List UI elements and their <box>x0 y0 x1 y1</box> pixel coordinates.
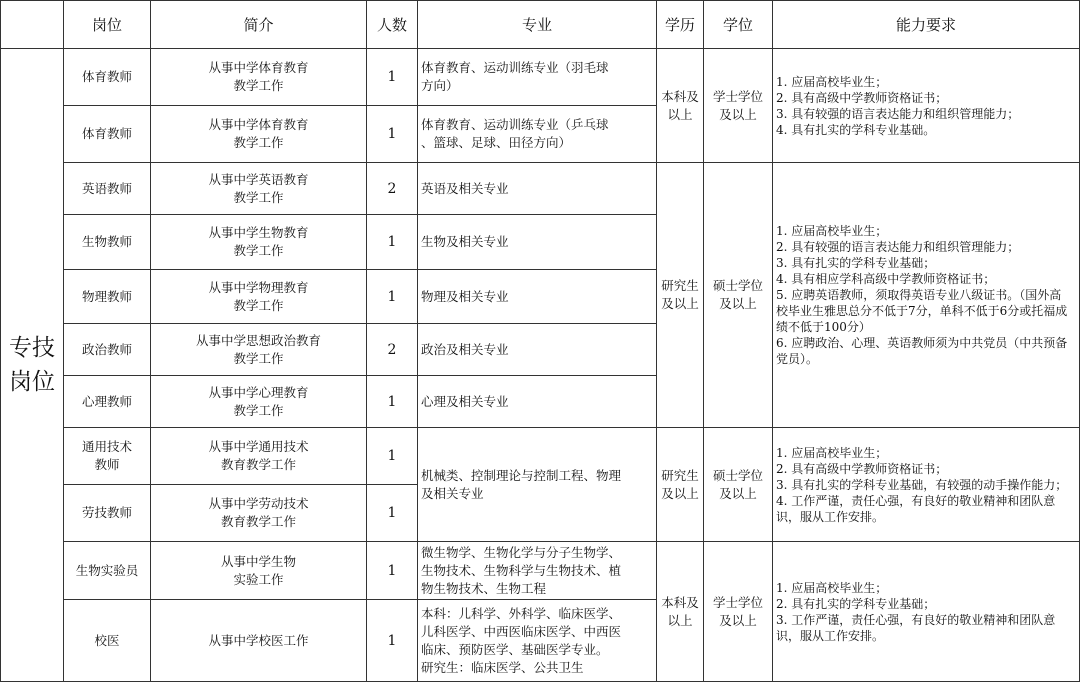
count-cell: 1 <box>367 600 418 682</box>
major-cell: 机械类、控制理论与控制工程、物理 及相关专业 <box>418 428 657 542</box>
position-cell: 体育教师 <box>64 49 151 106</box>
requirements-cell: 1. 应届高校毕业生； 2. 具有扎实的学科专业基础； 3. 工作严谨，责任心强，有良好的敬业精神和团队意 识，服从工作安排。 <box>773 542 1080 682</box>
count-cell: 1 <box>367 270 418 324</box>
education-cell: 本科及 以上 <box>657 49 704 163</box>
position-cell: 劳技教师 <box>64 485 151 542</box>
intro-cell: 从事中学体育教育 教学工作 <box>151 49 367 106</box>
requirements-cell: 1. 应届高校毕业生； 2. 具有较强的语言表达能力和组织管理能力； 3. 具有扎实的学科专业基础； 4. 具有相应学科高级中学教师资格证书； 5. 应聘英语教师，须取得英语专业八级证书。（国外高 校毕业生雅思总分不低于7分，单科不低于6分或托福成 绩不低于100分） 6. 应聘政治、心理、英语教师须为中共党员（中共预备 党员）。 <box>773 163 1080 428</box>
intro-cell: 从事中学心理教育 教学工作 <box>151 376 367 428</box>
category-cell: 专技 岗位 <box>1 49 64 682</box>
major-cell: 政治及相关专业 <box>418 324 657 376</box>
count-cell: 1 <box>367 106 418 163</box>
intro-cell: 从事中学校医工作 <box>151 600 367 682</box>
count-cell: 1 <box>367 49 418 106</box>
intro-cell: 从事中学体育教育 教学工作 <box>151 106 367 163</box>
count-cell: 1 <box>367 376 418 428</box>
header-row <box>1 1 1080 49</box>
intro-cell: 从事中学生物 实验工作 <box>151 542 367 600</box>
degree-cell: 学士学位 及以上 <box>704 49 773 163</box>
header-major: 专业 <box>418 1 657 49</box>
table-row <box>1 542 1080 600</box>
position-cell: 生物实验员 <box>64 542 151 600</box>
intro-cell: 从事中学通用技术 教育教学工作 <box>151 428 367 485</box>
header-intro: 简介 <box>151 1 367 49</box>
position-cell: 校医 <box>64 600 151 682</box>
table-row <box>1 163 1080 215</box>
header-position: 岗位 <box>64 1 151 49</box>
position-cell: 物理教师 <box>64 270 151 324</box>
header-degree: 学位 <box>704 1 773 49</box>
count-cell: 2 <box>367 163 418 215</box>
education-cell: 研究生 及以上 <box>657 163 704 428</box>
count-cell: 1 <box>367 215 418 270</box>
major-cell: 体育教育、运动训练专业（羽毛球 方向） <box>418 49 657 106</box>
count-cell: 2 <box>367 324 418 376</box>
position-cell: 英语教师 <box>64 163 151 215</box>
requirements-cell: 1. 应届高校毕业生； 2. 具有高级中学教师资格证书； 3. 具有较强的语言表达能力和组织管理能力； 4. 具有扎实的学科专业基础。 <box>773 49 1080 163</box>
intro-cell: 从事中学物理教育 教学工作 <box>151 270 367 324</box>
education-cell: 本科及 以上 <box>657 542 704 682</box>
major-cell: 体育教育、运动训练专业（乒乓球 、篮球、足球、田径方向） <box>418 106 657 163</box>
major-cell: 心理及相关专业 <box>418 376 657 428</box>
degree-cell: 学士学位 及以上 <box>704 542 773 682</box>
intro-cell: 从事中学劳动技术 教育教学工作 <box>151 485 367 542</box>
header-blank <box>1 1 64 49</box>
requirements-cell: 1. 应届高校毕业生； 2. 具有高级中学教师资格证书； 3. 具有扎实的学科专业基础，有较强的动手操作能力； 4. 工作严谨，责任心强，有良好的敬业精神和团队意 识，服从工作安排。 <box>773 428 1080 542</box>
count-cell: 1 <box>367 542 418 600</box>
major-cell: 英语及相关专业 <box>418 163 657 215</box>
header-count: 人数 <box>367 1 418 49</box>
position-cell: 生物教师 <box>64 215 151 270</box>
count-cell: 1 <box>367 485 418 542</box>
position-cell: 通用技术 教师 <box>64 428 151 485</box>
major-cell: 本科：儿科学、外科学、临床医学、 儿科医学、中西医临床医学、中西医 临床、预防医学、基础医学专业。 研究生：临床医学、公共卫生 <box>418 600 657 682</box>
degree-cell: 硕士学位 及以上 <box>704 428 773 542</box>
position-cell: 心理教师 <box>64 376 151 428</box>
major-cell: 微生物学、生物化学与分子生物学、 生物技术、生物科学与生物技术、植 物生物技术、生物工程 <box>418 542 657 600</box>
table-row <box>1 49 1080 106</box>
degree-cell: 硕士学位 及以上 <box>704 163 773 428</box>
education-cell: 研究生 及以上 <box>657 428 704 542</box>
count-cell: 1 <box>367 428 418 485</box>
major-cell: 生物及相关专业 <box>418 215 657 270</box>
table-row <box>1 428 1080 485</box>
intro-cell: 从事中学思想政治教育 教学工作 <box>151 324 367 376</box>
intro-cell: 从事中学生物教育 教学工作 <box>151 215 367 270</box>
position-cell: 政治教师 <box>64 324 151 376</box>
position-cell: 体育教师 <box>64 106 151 163</box>
header-education: 学历 <box>657 1 704 49</box>
major-cell: 物理及相关专业 <box>418 270 657 324</box>
header-requirements: 能力要求 <box>773 1 1080 49</box>
intro-cell: 从事中学英语教育 教学工作 <box>151 163 367 215</box>
